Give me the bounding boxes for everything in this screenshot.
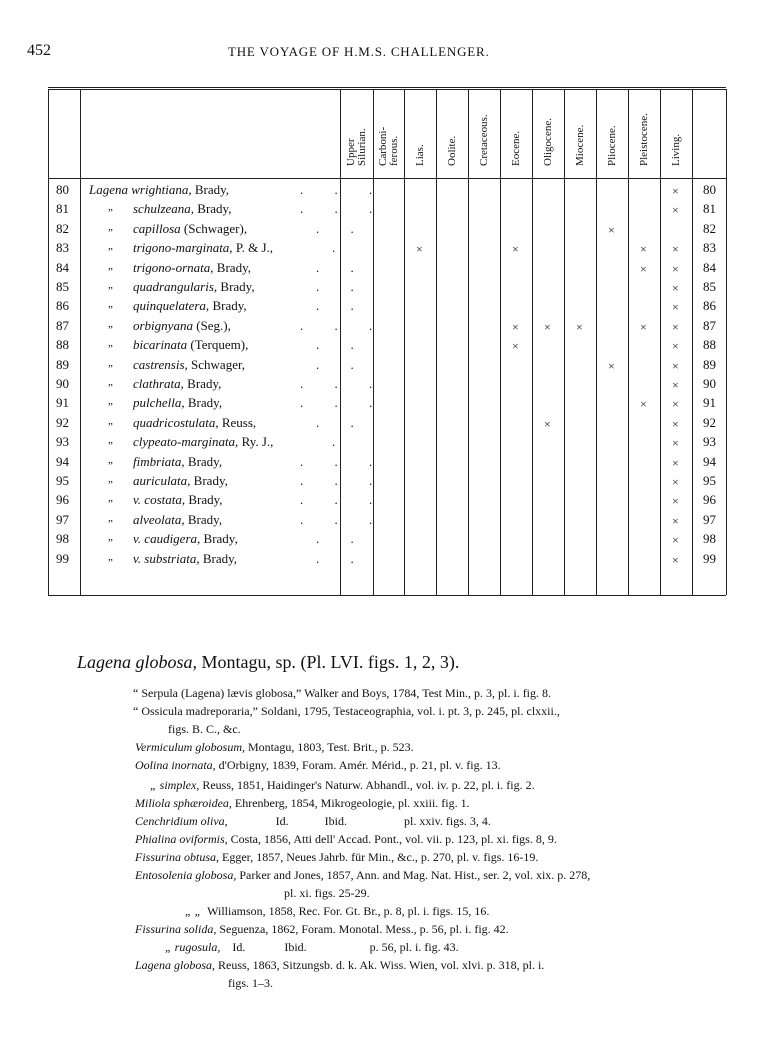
ditto-mark: „ xyxy=(108,473,113,485)
synonymy-entry xyxy=(135,796,470,811)
synonym-citation: Williamson, 1858, Rec. For. Gt. Br., p. 8, pl. i. figs. 15, 16. xyxy=(201,904,490,918)
table-row xyxy=(0,376,776,395)
species-authority: Brady, xyxy=(184,395,223,411)
ditto-mark: „ xyxy=(108,259,113,272)
table-row xyxy=(0,240,776,259)
ditto-mark: „ xyxy=(108,356,113,369)
synonym-name: Miliola sphæroidea, xyxy=(135,796,232,810)
synonym-name: Lagena globosa, xyxy=(135,958,216,972)
leader-dots: . . xyxy=(316,298,368,314)
species-authority: Brady, xyxy=(200,531,238,547)
synonym-citation: Parker and Jones, 1857, Ann. and Mag. Nat. Hist., ser. 2, vol. xix. p. 278, xyxy=(236,868,591,882)
occurrence-mark: × xyxy=(672,378,679,392)
species-authority: Brady, xyxy=(213,259,251,275)
leader-dots: . . . xyxy=(300,201,387,217)
occurrence-mark: × xyxy=(672,475,679,489)
ditto-mark: „ xyxy=(108,434,113,447)
column-header-line: Oolite. xyxy=(445,135,458,166)
occurrence-mark: × xyxy=(672,319,679,334)
row-number: 83 xyxy=(56,240,69,256)
ditto-mark: „ xyxy=(108,220,113,233)
column-header-line: Carboni- xyxy=(376,126,389,166)
occurrence-mark: × xyxy=(512,339,519,354)
row-number: 85 xyxy=(56,279,69,294)
column-header-line: Pliocene. xyxy=(605,125,618,166)
occurrence-mark: × xyxy=(544,416,551,431)
table-row xyxy=(0,298,776,317)
occurrence-mark: × xyxy=(544,319,551,334)
species-name: v. costata, Brady, xyxy=(133,492,223,508)
occurrence-mark: × xyxy=(512,319,519,334)
synonymy-entry xyxy=(135,758,501,773)
column-header xyxy=(639,113,650,166)
species-name: clathrata, Brady, xyxy=(133,376,222,391)
table-row xyxy=(0,415,776,434)
ditto-mark: „ xyxy=(108,395,113,408)
species-name: alveolata, Brady, xyxy=(133,511,223,527)
species-authority: Ry. J., xyxy=(238,434,274,450)
species-authority: Brady, xyxy=(194,201,232,217)
row-number: 95 xyxy=(56,473,69,488)
species-name: trigono-marginata, P. & J., xyxy=(133,240,274,256)
column-header-line: Pleistocene. xyxy=(637,113,650,166)
occurrence-mark: × xyxy=(416,242,423,257)
species-name: v. caudigera, Brady, xyxy=(133,531,238,547)
row-number-right: 92 xyxy=(703,414,716,430)
occurrence-mark: × xyxy=(672,436,679,451)
column-header-line: Miocene. xyxy=(573,124,586,166)
species-name: capillosa (Schwager), xyxy=(133,220,248,236)
column-header-line: Silurian. xyxy=(355,128,368,166)
column-header-line: Living. xyxy=(669,133,682,166)
column-header xyxy=(479,114,490,166)
row-number: 96 xyxy=(56,492,69,508)
occurrence-mark: × xyxy=(672,397,679,412)
row-number-right: 90 xyxy=(703,376,716,391)
synonym-citation: figs. 1–3. xyxy=(228,976,273,990)
row-number-right: 81 xyxy=(703,201,716,217)
column-header xyxy=(607,125,618,166)
synonymy-entry xyxy=(133,686,551,701)
row-number: 89 xyxy=(56,356,69,372)
section-title-rest: Montagu, sp. (Pl. LVI. figs. 1, 2, 3). xyxy=(197,652,460,672)
row-number-right: 88 xyxy=(703,337,716,353)
column-header xyxy=(511,131,522,166)
species-name: clypeato-marginata, Ry. J., xyxy=(133,434,274,450)
ditto-mark: „ xyxy=(108,337,113,350)
synonymy-entry xyxy=(135,814,491,829)
species-name: pulchella, Brady, xyxy=(133,395,223,411)
leader-dots: . . xyxy=(316,550,368,566)
leader-dots: . . . xyxy=(300,395,387,411)
leader-dots: . . . xyxy=(300,376,387,391)
table-rule xyxy=(48,89,726,90)
table-row xyxy=(0,551,776,570)
synonym-citation: Id. Ibid. pl. xxiv. figs. 3, 4. xyxy=(227,814,491,828)
row-number-right: 85 xyxy=(703,279,716,294)
table-row xyxy=(0,473,776,492)
table-rule xyxy=(48,595,726,596)
table-row xyxy=(0,531,776,550)
table-row xyxy=(0,395,776,414)
column-header-line: Eocene. xyxy=(509,130,522,166)
table-rule xyxy=(48,87,726,88)
occurrence-mark: × xyxy=(672,494,679,509)
column-header xyxy=(575,125,586,166)
column-header-line: ferous. xyxy=(387,135,400,166)
synonym-name: „ rugosula, xyxy=(165,940,221,954)
row-number: 99 xyxy=(56,550,69,566)
table-row xyxy=(0,454,776,473)
row-number: 93 xyxy=(56,434,69,450)
occurrence-mark: × xyxy=(672,300,679,315)
ditto-mark: „ xyxy=(108,414,113,427)
row-number-right: 96 xyxy=(703,492,716,508)
synonym-citation: pl. xi. figs. 25-29. xyxy=(284,886,370,900)
occurrence-mark: × xyxy=(640,397,647,412)
species-name: auriculata, Brady, xyxy=(133,473,228,488)
species-name: fimbriata, Brady, xyxy=(133,453,223,469)
column-header xyxy=(346,128,368,166)
row-number: 94 xyxy=(56,453,69,469)
synonymy-entry xyxy=(185,904,489,919)
synonymy-entry xyxy=(228,976,273,991)
leader-dots: . . . xyxy=(300,182,387,197)
row-number-right: 89 xyxy=(703,356,716,372)
synonym-name: Oolina inornata, xyxy=(135,758,216,772)
occurrence-mark: × xyxy=(576,319,583,334)
row-number: 97 xyxy=(56,511,69,527)
row-number-right: 91 xyxy=(703,395,716,411)
species-authority: (Seg.), xyxy=(192,317,231,333)
synonymy-entry xyxy=(135,740,414,755)
species-authority: Brady, xyxy=(199,550,238,566)
species-name: Lagena wrightiana, Brady, xyxy=(89,182,230,197)
species-name: schulzeana, Brady, xyxy=(133,201,232,217)
leader-dots: . . . xyxy=(300,492,387,508)
row-number-right: 84 xyxy=(703,259,716,275)
synonym-citation: “ Ossicula madreporaria,” Soldani, 1795, Testaceographia, vol. i. pt. 3, p. 245, pl. clxxii., xyxy=(133,704,560,718)
synonym-name: „ simplex, xyxy=(150,778,200,792)
synonym-name: Cenchridium oliva, xyxy=(135,814,228,828)
synonym-citation: Reuss, 1863, Sitzungsb. d. k. Ak. Wiss. Wien, vol. xlvi. p. 318, pl. i. xyxy=(215,958,545,972)
leader-dots: . . xyxy=(316,259,368,275)
synonym-citation: Reuss, 1851, Haidinger's Naturw. Abhandl., vol. iv. p. 22, pl. i. fig. 2. xyxy=(199,778,535,792)
species-authority: Brady, xyxy=(184,453,223,469)
table-rule xyxy=(48,178,726,179)
synonym-name: Phialina oviformis, xyxy=(135,832,228,846)
species-authority: Brady, xyxy=(217,279,255,294)
synonym-name: Fissurina obtusa, xyxy=(135,850,220,864)
row-number: 86 xyxy=(56,298,69,314)
species-authority: (Terquem), xyxy=(187,337,249,353)
synonymy-entry xyxy=(135,850,538,865)
occurrence-mark: × xyxy=(672,184,679,198)
column-header-line: Upper xyxy=(344,138,357,166)
synonym-citation: Egger, 1857, Neues Jahrb. für Min., &c., p. 270, pl. v. figs. 16-19. xyxy=(219,850,539,864)
occurrence-mark: × xyxy=(640,319,647,334)
ditto-mark: „ xyxy=(108,531,113,544)
occurrence-mark: × xyxy=(672,339,679,354)
column-header xyxy=(671,134,682,166)
synonym-name: „ „ xyxy=(185,904,202,918)
ditto-mark: „ xyxy=(108,376,113,388)
ditto-mark: „ xyxy=(108,298,113,311)
row-number: 80 xyxy=(56,182,69,197)
synonym-citation: Ehrenberg, 1854, Mikrogeologie, pl. xxiii. fig. 1. xyxy=(231,796,470,810)
ditto-mark: „ xyxy=(108,550,113,563)
species-name: castrensis, Schwager, xyxy=(133,356,246,372)
row-number: 82 xyxy=(56,220,69,236)
synonym-citation: Costa, 1856, Atti dell' Accad. Pont., vol. vii. p. 123, pl. xi. figs. 8, 9. xyxy=(227,832,557,846)
synonymy-entry xyxy=(135,868,590,883)
row-number-right: 80 xyxy=(703,182,716,197)
occurrence-mark: × xyxy=(672,455,679,470)
leader-dots: . xyxy=(332,240,350,256)
row-number-right: 87 xyxy=(703,317,716,333)
row-number: 92 xyxy=(56,414,69,430)
synonym-citation: “ Serpula (Lagena) lævis globosa,” Walker and Boys, 1784, Test Min., p. 3, pl. i. fig. 8. xyxy=(133,686,552,700)
row-number-right: 99 xyxy=(703,550,716,566)
synonymy-entry xyxy=(165,940,459,955)
species-authority: Brady, xyxy=(184,511,223,527)
occurrence-mark: × xyxy=(672,513,679,528)
species-name: quadricostulata, Reuss, xyxy=(133,414,257,430)
synonymy-entry xyxy=(168,722,241,737)
section-title-genus: Lagena globosa, xyxy=(77,652,198,672)
column-header xyxy=(415,144,426,166)
synonym-name: Vermiculum globosum, xyxy=(135,740,245,754)
ditto-mark: „ xyxy=(108,317,113,330)
leader-dots: . . xyxy=(316,279,368,294)
table-row xyxy=(0,318,776,337)
species-authority: Brady, xyxy=(209,298,247,314)
table-row xyxy=(0,492,776,511)
row-number: 84 xyxy=(56,259,69,275)
ditto-mark: „ xyxy=(108,492,113,505)
occurrence-mark: × xyxy=(608,358,615,373)
table-row xyxy=(0,279,776,298)
occurrence-mark: × xyxy=(672,281,679,295)
synonymy-entry xyxy=(135,922,509,937)
leader-dots: . . . xyxy=(300,453,387,469)
leader-dots: . xyxy=(332,434,350,450)
section-title xyxy=(77,652,459,673)
synonymy-entry xyxy=(135,832,557,847)
synonym-citation: figs. B. C., &c. xyxy=(168,722,241,736)
row-number-right: 97 xyxy=(703,511,716,527)
occurrence-mark: × xyxy=(672,358,679,373)
occurrence-mark: × xyxy=(672,242,679,257)
occurrence-mark: × xyxy=(672,261,679,276)
row-number-right: 98 xyxy=(703,531,716,547)
species-name: v. substriata, Brady, xyxy=(133,550,238,566)
row-number: 91 xyxy=(56,395,69,411)
leader-dots: . . xyxy=(316,414,368,430)
row-number-right: 83 xyxy=(703,240,716,256)
leader-dots: . . . xyxy=(300,511,387,527)
species-authority: Brady, xyxy=(183,376,222,391)
species-name: quadrangularis, Brady, xyxy=(133,279,255,294)
synonymy-entry xyxy=(133,704,560,719)
row-number-right: 93 xyxy=(703,434,716,450)
synonym-name: Entosolenia globosa, xyxy=(135,868,237,882)
table-row xyxy=(0,221,776,240)
synonymy-entry xyxy=(150,778,535,793)
species-authority: P. & J., xyxy=(232,240,274,256)
leader-dots: . . xyxy=(316,531,368,547)
table-row xyxy=(0,434,776,453)
column-header xyxy=(378,127,400,166)
synonymy-entry xyxy=(135,958,544,973)
running-head: THE VOYAGE OF H.M.S. CHALLENGER. xyxy=(228,44,490,59)
occurrence-mark: × xyxy=(512,242,519,257)
table-row xyxy=(0,357,776,376)
occurrence-mark: × xyxy=(672,533,679,548)
column-header-line: Oligocene. xyxy=(541,118,554,166)
leader-dots: . . xyxy=(316,356,368,372)
leader-dots: . . . xyxy=(300,317,387,333)
row-number: 98 xyxy=(56,531,69,547)
ditto-mark: „ xyxy=(108,511,113,524)
species-authority: Reuss, xyxy=(218,414,257,430)
synonym-citation: d'Orbigny, 1839, Foram. Amér. Mérid., p. 21, pl. v. fig. 13. xyxy=(215,758,501,772)
table-row xyxy=(0,182,776,201)
table-row xyxy=(0,201,776,220)
ditto-mark: „ xyxy=(108,453,113,466)
row-number-right: 94 xyxy=(703,453,716,469)
row-number: 81 xyxy=(56,201,69,217)
ditto-mark: „ xyxy=(108,279,113,291)
species-name: orbignyana (Seg.), xyxy=(133,317,231,333)
occurrence-mark: × xyxy=(672,416,679,431)
occurrence-mark: × xyxy=(640,242,647,257)
column-header-line: Lias. xyxy=(413,144,426,166)
ditto-mark: „ xyxy=(108,240,113,253)
species-authority: Brady, xyxy=(190,473,228,488)
occurrence-mark: × xyxy=(672,552,679,567)
column-header xyxy=(543,118,554,166)
ditto-mark: „ xyxy=(108,201,113,214)
leader-dots: . . xyxy=(316,220,368,236)
row-number: 88 xyxy=(56,337,69,353)
leader-dots: . . . xyxy=(300,473,387,488)
row-number-right: 86 xyxy=(703,298,716,314)
species-authority: (Schwager), xyxy=(180,220,248,236)
row-number: 87 xyxy=(56,317,69,333)
species-name: quinquelatera, Brady, xyxy=(133,298,247,314)
page-number: 452 xyxy=(27,42,51,59)
synonym-citation: Id. Ibid. p. 56, pl. i. fig. 43. xyxy=(220,940,459,954)
synonym-citation: Seguenza, 1862, Foram. Monotal. Mess., p. 56, pl. i. fig. 42. xyxy=(216,922,509,936)
table-row xyxy=(0,337,776,356)
row-number-right: 95 xyxy=(703,473,716,488)
species-authority: Brady, xyxy=(191,182,230,197)
column-header-line: Cretaceous. xyxy=(477,114,490,166)
synonymy-entry xyxy=(284,886,370,901)
species-name: trigono-ornata, Brady, xyxy=(133,259,251,275)
occurrence-mark: × xyxy=(672,203,679,218)
row-number-right: 82 xyxy=(703,220,716,236)
table-row xyxy=(0,512,776,531)
column-header xyxy=(447,136,458,166)
synonym-citation: Montagu, 1803, Test. Brit., p. 523. xyxy=(245,740,414,754)
row-number: 90 xyxy=(56,376,69,391)
table-row xyxy=(0,260,776,279)
leader-dots: . . xyxy=(316,337,368,353)
species-name: bicarinata (Terquem), xyxy=(133,337,249,353)
species-authority: Schwager, xyxy=(187,356,246,372)
occurrence-mark: × xyxy=(640,261,647,276)
synonym-name: Fissurina solida, xyxy=(135,922,217,936)
occurrence-mark: × xyxy=(608,222,615,237)
species-authority: Brady, xyxy=(185,492,223,508)
